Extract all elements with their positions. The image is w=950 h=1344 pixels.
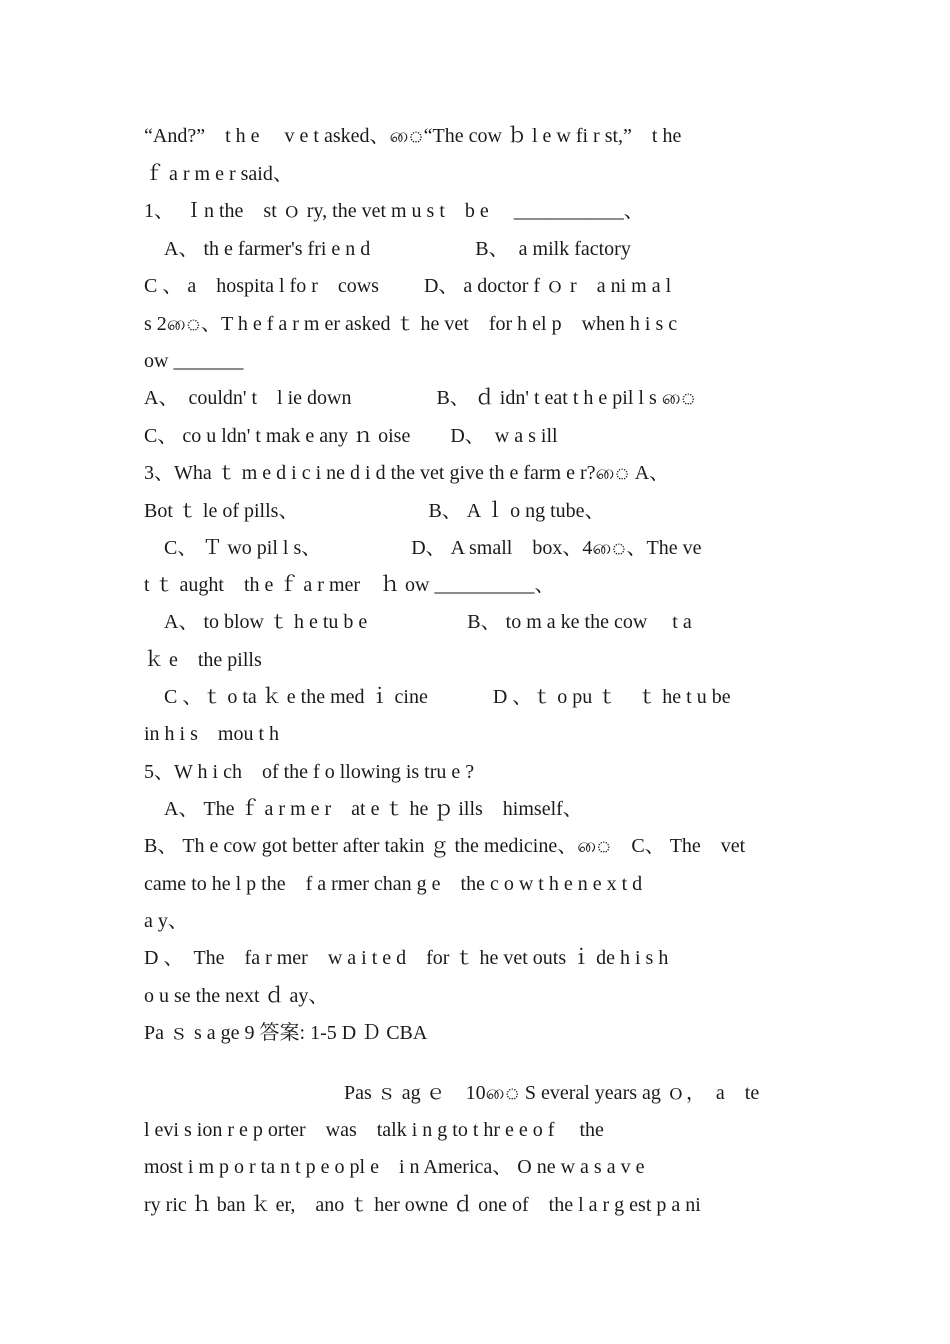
passage-10-heading: Pas ｓ ag ｅ 10ை S everal years ag ｏ， a te: [144, 1082, 760, 1104]
text-line: ｋ e the pills: [144, 649, 262, 671]
question-2-stem: s 2ை、T h e f a r m er asked ｔ he vet for h el p when h i s c: [144, 313, 678, 335]
question-3-options-cd: C、 Ｔ wo pil l s、 D、 A small box、4ை、The ve: [144, 537, 702, 559]
text-line: l evi s ion r e p orter was talk i n g to t hr e e o f the: [144, 1119, 604, 1141]
text-line: ｆ a r m e r said、: [144, 163, 293, 185]
question-5-stem: 5、W h i ch of the f o llowing is tru e ?: [144, 761, 475, 783]
question-1-stem: 1、 Ｉn the st ｏ ry, the vet m u s t b e ___________、: [144, 200, 644, 222]
text-line: ow _______: [144, 350, 244, 372]
question-4-options-cd: C 、ｔ o ta ｋ e the med ｉ cine D 、ｔ o pu ｔ ｔ he t u be: [144, 686, 731, 708]
question-5-option-b: B、 Th e cow got better after takin ｇ the medicine、ை C、 The vet: [144, 835, 746, 857]
question-4-options-ab: A、 to blow ｔ h e tu b e B、 to m a ke the cow t a: [144, 611, 692, 633]
question-3-options-ab: Bot ｔ le of pills、 B、 A ｌ o ng tube、: [144, 500, 605, 522]
text-line: most i m p o r ta n t p e o pl e i n America、 O ne w a s a v e: [144, 1156, 645, 1178]
question-5-option-a: A、 The ｆ a r m e r at e ｔ he ｐ ills himself、: [144, 798, 583, 820]
question-3-stem: 3、Wha ｔ m e d i c i ne d i d the vet give th e farm e r?ை A、: [144, 462, 670, 484]
text-line: o u se the next ｄ ay、: [144, 985, 329, 1007]
text-line: “And?” t h e v e t asked、ை“The cow ｂ l e w fi r st,” t he: [144, 125, 682, 147]
question-1-options-cd: C 、 a hospita l fo r cows D、 a doctor f ｏ r a ni m a l: [144, 275, 672, 297]
answer-key: Pa ｓ s a ge 9 答案: 1-5 D Ｄ CBA: [144, 1022, 428, 1044]
question-1-options-ab: A、 th e farmer's fri e n d B、 a milk factory: [144, 238, 631, 260]
text-line: ry ric ｈ ban ｋ er, ano ｔ her owne ｄ one of the l a r g est p a ni: [144, 1194, 701, 1216]
question-2-options-cd: C、 co u ldn' t mak e any ｎ oise D、 w a s ill: [144, 425, 558, 447]
question-5-option-d: D 、 The fa r mer w a i t e d for ｔ he vet outs ｉ de h i s h: [144, 947, 669, 969]
text-line: in h i s mou t h: [144, 723, 280, 745]
text-line: a y、: [144, 910, 188, 932]
question-2-options-ab: A、 couldn' t l ie down B、 ｄ idn' t eat t h e pil l s ை: [144, 387, 696, 409]
question-4-stem: t ｔ aught th e ｆ a r mer ｈ ow __________、: [144, 574, 555, 596]
text-line: came to he l p the f a rmer chan g e the c o w t h e n e x t d: [144, 873, 643, 895]
